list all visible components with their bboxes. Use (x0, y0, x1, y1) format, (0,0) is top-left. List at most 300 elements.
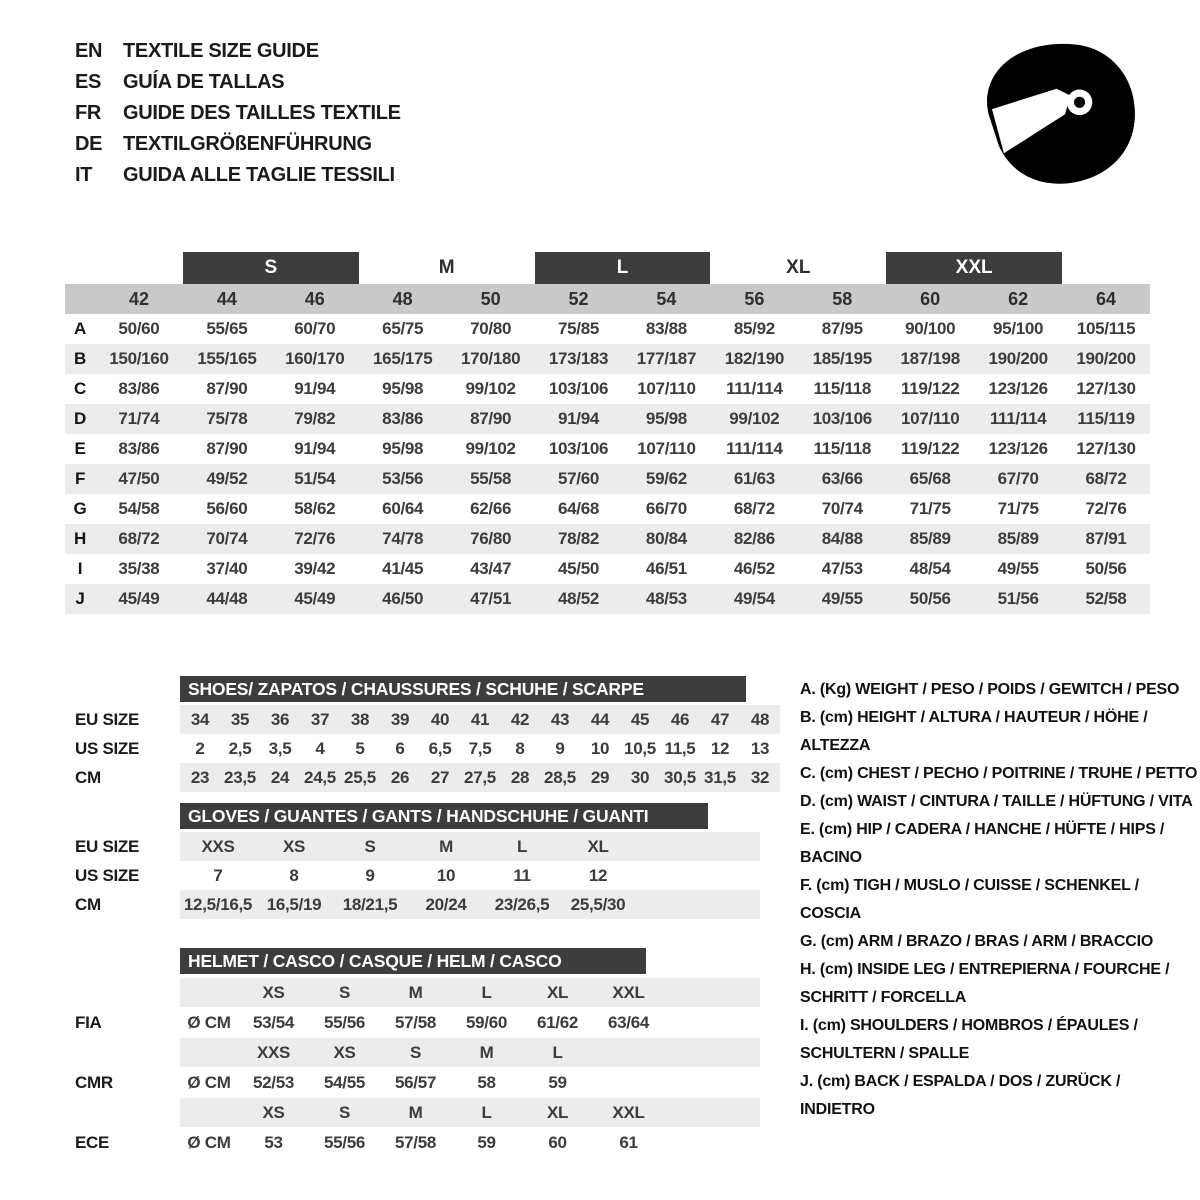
cell: 57/60 (558, 469, 600, 488)
cell: M (479, 1042, 494, 1062)
helmet-sizes-row (75, 978, 760, 1007)
cell: 119/122 (900, 379, 960, 398)
cell: 29 (590, 767, 610, 787)
language-code: IT (75, 164, 93, 186)
language-code: DE (75, 133, 103, 155)
legend-item: J. (cm) BACK / ESPALDA / DOS / ZURÜCK / INDIETRO (800, 1073, 1121, 1118)
cell: 30,5 (664, 767, 696, 787)
cell: 53/54 (252, 1012, 295, 1032)
cell: XS (333, 1042, 356, 1062)
cell: 48/54 (909, 559, 951, 578)
cell: 51/56 (997, 589, 1039, 608)
row-label: CM (75, 767, 101, 787)
cell: 91/94 (558, 409, 600, 428)
cell: 95/98 (382, 379, 424, 398)
cell: 60 (548, 1132, 567, 1152)
cell: 59 (477, 1132, 496, 1152)
measurement-row (65, 314, 1150, 344)
language-label: TEXTILGRÖßENFÜHRUNG (123, 133, 372, 155)
language-label: GUÍA DE TALLAS (123, 71, 285, 93)
language-code: FR (75, 102, 102, 124)
legend-item: E. (cm) HIP / CADERA / HANCHE / HÜFTE / HIPS / BACINO (800, 821, 1165, 866)
cell: L (552, 1042, 563, 1062)
cell: 39 (390, 709, 410, 729)
cell: S (338, 1102, 351, 1122)
racing-helmet-icon (975, 30, 1145, 212)
cell: 7,5 (468, 738, 492, 758)
cell: 66/70 (645, 499, 687, 518)
cell: 49/52 (206, 469, 248, 488)
cell: 49/55 (997, 559, 1039, 578)
cell: 53 (264, 1132, 283, 1152)
row-values (180, 763, 780, 792)
cell: 111/114 (726, 439, 783, 458)
cell: 23,5 (224, 767, 256, 787)
cell: XS (262, 982, 285, 1002)
cell: 79/82 (294, 409, 336, 428)
row-label: C (74, 379, 86, 398)
legend-item: G. (cm) ARM / BRAZO / BRAS / ARM / BRACCIO (800, 933, 1154, 950)
cell: S (338, 982, 351, 1002)
cell: 47/51 (470, 589, 512, 608)
cell: 42 (510, 709, 530, 729)
cell: 60/64 (382, 499, 424, 518)
row-label: A (74, 319, 86, 338)
row-label: US SIZE (75, 738, 140, 758)
cell: 52/53 (252, 1072, 295, 1092)
cell: 45 (630, 709, 650, 729)
cell: 185/195 (812, 349, 872, 368)
cell: 83/86 (118, 379, 160, 398)
cell: XS (262, 1102, 285, 1122)
cell: XL (546, 982, 569, 1002)
cell: 46 (670, 709, 690, 729)
cell: 30 (630, 767, 650, 787)
row-label: EU SIZE (75, 709, 140, 729)
cell: 52/58 (1085, 589, 1127, 608)
row-values (180, 1098, 760, 1127)
legend-item: B. (cm) HEIGHT / ALTURA / HAUTEUR / HÖHE / ALTEZZA (800, 709, 1148, 754)
cell: 58 (477, 1072, 496, 1092)
cell: 83/88 (645, 319, 687, 338)
cell: 63/64 (607, 1012, 650, 1032)
cell: 61 (619, 1132, 638, 1152)
cell: 99/102 (729, 409, 780, 428)
row-label: J (75, 589, 85, 608)
measurement-row (65, 434, 1150, 464)
language-row (75, 160, 401, 191)
cell: 44 (590, 709, 610, 729)
cell: 12,5/16,5 (183, 894, 253, 914)
gloves-section-title: GLOVES / GUANTES / GANTS / HANDSCHUHE / GUANTI (180, 803, 708, 829)
cell: 85/89 (909, 529, 951, 548)
cell: 60/70 (294, 319, 336, 338)
cell: 65/75 (382, 319, 424, 338)
legend-item: F. (cm) TIGH / MUSLO / CUISSE / SCHENKEL / COSCIA (800, 877, 1139, 922)
cell: 170/180 (460, 349, 521, 368)
row-label: US SIZE (75, 865, 140, 885)
cell: 76/80 (470, 529, 512, 548)
cell: 8 (515, 738, 525, 758)
cell: 59/60 (465, 1012, 508, 1032)
measurement-row (65, 464, 1150, 494)
cell: 71/75 (909, 499, 951, 518)
cell: 111/114 (989, 409, 1047, 428)
cell: 3,5 (268, 738, 292, 758)
cell: 62/66 (470, 499, 512, 518)
cell: 67/70 (997, 469, 1039, 488)
measurement-row (65, 584, 1150, 614)
cell: 28 (510, 767, 530, 787)
cell: 10 (436, 865, 456, 885)
cell: 103/106 (548, 379, 609, 398)
row-label: CMR (75, 1072, 113, 1092)
cell: L (481, 1102, 492, 1122)
cell: 41 (470, 709, 490, 729)
cell: 182/190 (724, 349, 785, 368)
cell: 75/85 (558, 319, 600, 338)
numeric-size: 42 (128, 288, 149, 309)
cell: XL (587, 836, 609, 856)
size-group-spacer (65, 252, 183, 284)
cell: 63/66 (821, 469, 863, 488)
cell: 59 (548, 1072, 567, 1092)
size-group-m: M (438, 257, 455, 278)
cell: 45/50 (558, 559, 600, 578)
cell: 78/82 (558, 529, 600, 548)
cell: 50/56 (1085, 559, 1127, 578)
shoes-row (75, 705, 780, 734)
cell: 2,5 (228, 738, 252, 758)
cell: S (364, 836, 376, 856)
cell: 46/50 (382, 589, 424, 608)
cell: 10 (590, 738, 610, 758)
cell: 85/89 (997, 529, 1039, 548)
cell: 55/56 (323, 1132, 366, 1152)
numeric-size: 46 (304, 288, 325, 309)
row-values (180, 861, 760, 890)
row-values (180, 1068, 760, 1097)
shoes-row (75, 734, 780, 763)
language-row (75, 129, 401, 160)
cell: 84/88 (821, 529, 863, 548)
cell: L (481, 982, 492, 1002)
row-label: FIA (75, 1012, 102, 1032)
cell: XS (282, 836, 306, 856)
numeric-size-spacer (65, 284, 95, 314)
cell: Ø CM (187, 1072, 231, 1092)
cell: 37/40 (206, 559, 248, 578)
cell: 40 (430, 709, 450, 729)
legend-item: A. (Kg) WEIGHT / PESO / POIDS / GEWITCH / PESO (800, 681, 1180, 698)
measurement-row (65, 404, 1150, 434)
cell: 87/90 (206, 439, 248, 458)
cell: XXL (612, 982, 645, 1002)
cell: 47/50 (118, 469, 160, 488)
cell: 20/24 (425, 894, 467, 914)
measurement-rows (65, 314, 1150, 614)
legend-item: I. (cm) SHOULDERS / HOMBROS / ÉPAULES / SCHULTERN / SPALLE (800, 1017, 1138, 1062)
cell: 9 (555, 738, 565, 758)
cell: 49/55 (821, 589, 863, 608)
cell: 107/110 (900, 409, 960, 428)
cell: 48/53 (645, 589, 687, 608)
cell: 68/72 (118, 529, 160, 548)
cell: 115/119 (1077, 409, 1135, 428)
row-values (180, 1038, 760, 1067)
row-values (180, 1008, 760, 1037)
cell: XXS (201, 836, 235, 856)
cell: 99/102 (465, 439, 516, 458)
cell: 83/86 (118, 439, 160, 458)
cell: 58/62 (294, 499, 336, 518)
language-list (75, 36, 401, 191)
size-group-xxl: XXL (886, 252, 1062, 284)
numeric-size: 52 (568, 288, 589, 309)
cell: 11 (513, 865, 531, 885)
cell: 95/98 (382, 439, 424, 458)
cell: 5 (355, 738, 365, 758)
cell: 115/118 (813, 439, 872, 458)
cell: 4 (315, 738, 325, 758)
cell: Ø CM (187, 1132, 231, 1152)
cell: 187/198 (900, 349, 960, 368)
language-label: TEXTILE SIZE GUIDE (123, 40, 319, 62)
cell: 25,5/30 (570, 894, 626, 914)
numeric-size: 58 (832, 288, 853, 309)
legend-list (800, 676, 1198, 1124)
row-values (180, 978, 760, 1007)
cell: 68/72 (1085, 469, 1127, 488)
cell: 48 (750, 709, 770, 729)
cell: 75/78 (206, 409, 248, 428)
cell: 57/58 (394, 1132, 437, 1152)
cell: 46/51 (645, 559, 687, 578)
cell: 56/57 (394, 1072, 437, 1092)
cell: 48/52 (558, 589, 600, 608)
cell: 10,5 (624, 738, 656, 758)
cell: XXL (612, 1102, 645, 1122)
cell: 54/58 (118, 499, 160, 518)
cell: 103/106 (812, 409, 872, 428)
cell: L (516, 836, 528, 856)
cell: 71/75 (997, 499, 1039, 518)
cell: 82/86 (733, 529, 775, 548)
cell: 56/60 (206, 499, 248, 518)
cell: 47/53 (821, 559, 863, 578)
cell: 27,5 (464, 767, 496, 787)
cell: 87/91 (1085, 529, 1127, 548)
cell: 25,5 (344, 767, 376, 787)
size-group-s: S (183, 252, 359, 284)
cell: 107/110 (637, 439, 696, 458)
cell: 65/68 (909, 469, 951, 488)
cell: 57/58 (394, 1012, 437, 1032)
cell: 91/94 (294, 439, 336, 458)
cell: 43/47 (470, 559, 512, 578)
cell: 127/130 (1076, 379, 1136, 398)
row-label: G (73, 499, 87, 518)
size-group-spacer (1062, 252, 1150, 284)
language-label: GUIDE DES TAILLES TEXTILE (123, 102, 401, 124)
cell: 68/72 (733, 499, 775, 518)
cell: 44/48 (206, 589, 248, 608)
cell: 7 (213, 865, 223, 885)
main-size-table (65, 252, 1150, 614)
cell: 24,5 (304, 767, 336, 787)
measurement-row (65, 524, 1150, 554)
cell: 6 (395, 738, 405, 758)
helmet-values-row (75, 1128, 760, 1157)
numeric-size: 60 (920, 288, 941, 309)
helmet-sizes-row (75, 1098, 760, 1127)
cell: 150/160 (109, 349, 169, 368)
cell: 59/62 (645, 469, 687, 488)
cell: 43 (550, 709, 570, 729)
cell: 70/74 (821, 499, 863, 518)
cell: 49/54 (733, 589, 775, 608)
cell: S (409, 1042, 422, 1062)
cell: 32 (750, 767, 770, 787)
numeric-size: 62 (1008, 288, 1029, 309)
language-row (75, 36, 401, 67)
cell: 91/94 (294, 379, 336, 398)
row-values (180, 832, 760, 861)
cell: 95/100 (993, 319, 1044, 338)
measurement-row (65, 344, 1150, 374)
cell: 83/86 (382, 409, 424, 428)
cell: 12 (588, 865, 608, 885)
cell: 41/45 (382, 559, 424, 578)
cell: 45/49 (118, 589, 160, 608)
cell: 61/63 (733, 469, 775, 488)
cell: 107/110 (637, 379, 696, 398)
cell: 28,5 (544, 767, 576, 787)
size-group-xl: XL (786, 257, 811, 278)
cell: 35/38 (118, 559, 160, 578)
size-group-l: L (535, 252, 711, 284)
cell: 50/60 (118, 319, 160, 338)
cell: 190/200 (1076, 349, 1136, 368)
cell: 123/126 (988, 439, 1048, 458)
measurement-row (65, 554, 1150, 584)
cell: 103/106 (548, 439, 609, 458)
numeric-size: 54 (656, 288, 677, 309)
row-label: CM (75, 894, 101, 914)
helmet-section-title: HELMET / CASCO / CASQUE / HELM / CASCO (180, 948, 646, 974)
legend-item: C. (cm) CHEST / PECHO / POITRINE / TRUHE / PETTO (800, 765, 1198, 782)
row-label: B (74, 349, 86, 368)
cell: 155/165 (197, 349, 257, 368)
cell: 45/49 (294, 589, 336, 608)
cell: 87/95 (821, 319, 863, 338)
cell: 70/74 (206, 529, 248, 548)
row-values (180, 705, 780, 734)
cell: 72/76 (1085, 499, 1127, 518)
numeric-size: 64 (1096, 288, 1117, 309)
cell: 55/58 (470, 469, 512, 488)
cell: XL (546, 1102, 569, 1122)
cell: 9 (365, 865, 375, 885)
legend-item: D. (cm) WAIST / CINTURA / TAILLE / HÜFTUNG / VITA (800, 793, 1193, 810)
measurement-row (65, 494, 1150, 524)
cell: 13 (750, 738, 770, 758)
cell: 105/115 (1076, 319, 1136, 338)
cell: Ø CM (187, 1012, 231, 1032)
cell: 74/78 (382, 529, 424, 548)
row-label: I (77, 559, 83, 578)
cell: 16,5/19 (266, 894, 322, 914)
numeric-size-row (65, 284, 1150, 314)
cell: 72/76 (294, 529, 336, 548)
size-group-header (65, 252, 1150, 284)
cell: 6,5 (428, 738, 452, 758)
cell: 31,5 (704, 767, 736, 787)
cell: 24 (270, 767, 290, 787)
cell: 85/92 (733, 319, 775, 338)
cell: 39/42 (294, 559, 336, 578)
row-label: EU SIZE (75, 836, 140, 856)
helmet-values-row (75, 1068, 760, 1097)
cell: 90/100 (905, 319, 956, 338)
cell: 46/52 (733, 559, 775, 578)
cell: 95/98 (645, 409, 687, 428)
shoes-section-title: SHOES/ ZAPATOS / CHAUSSURES / SCHUHE / SCARPE (180, 676, 746, 702)
measurement-row (65, 374, 1150, 404)
cell: 99/102 (465, 379, 516, 398)
gloves-row (75, 890, 760, 919)
cell: 23 (190, 767, 210, 787)
cell: 123/126 (988, 379, 1048, 398)
gloves-row (75, 832, 760, 861)
cell: 8 (289, 865, 299, 885)
row-label: E (74, 439, 86, 458)
cell: 36 (270, 709, 290, 729)
language-label: GUIDA ALLE TAGLIE TESSILI (123, 164, 395, 186)
cell: 38 (350, 709, 370, 729)
row-values (180, 890, 760, 919)
cell: 50/56 (909, 589, 951, 608)
cell: 55/65 (206, 319, 248, 338)
cell: M (408, 1102, 423, 1122)
legend-item: H. (cm) INSIDE LEG / ENTREPIERNA / FOURCHE / SCHRITT / FORCELLA (800, 961, 1170, 1006)
cell: 51/54 (294, 469, 336, 488)
cell: 64/68 (558, 499, 600, 518)
cell: 26 (390, 767, 410, 787)
numeric-size: 56 (744, 288, 765, 309)
row-values (180, 1128, 760, 1157)
cell: 111/114 (726, 379, 783, 398)
cell: 37 (310, 709, 330, 729)
cell: 18/21,5 (342, 894, 398, 914)
numeric-size: 44 (216, 288, 237, 309)
numeric-size: 48 (392, 288, 413, 309)
cell: 160/170 (285, 349, 345, 368)
cell: 173/183 (548, 349, 609, 368)
language-code: ES (75, 71, 102, 93)
row-values (180, 734, 780, 763)
language-code: EN (75, 40, 103, 62)
cell: 23/26,5 (494, 894, 550, 914)
cell: 177/187 (636, 349, 697, 368)
cell: 47 (710, 709, 730, 729)
numeric-size: 50 (480, 288, 501, 309)
cell: 190/200 (988, 349, 1048, 368)
language-row (75, 98, 401, 129)
row-label: F (74, 469, 86, 488)
cell: 70/80 (470, 319, 512, 338)
cell: M (439, 836, 453, 856)
